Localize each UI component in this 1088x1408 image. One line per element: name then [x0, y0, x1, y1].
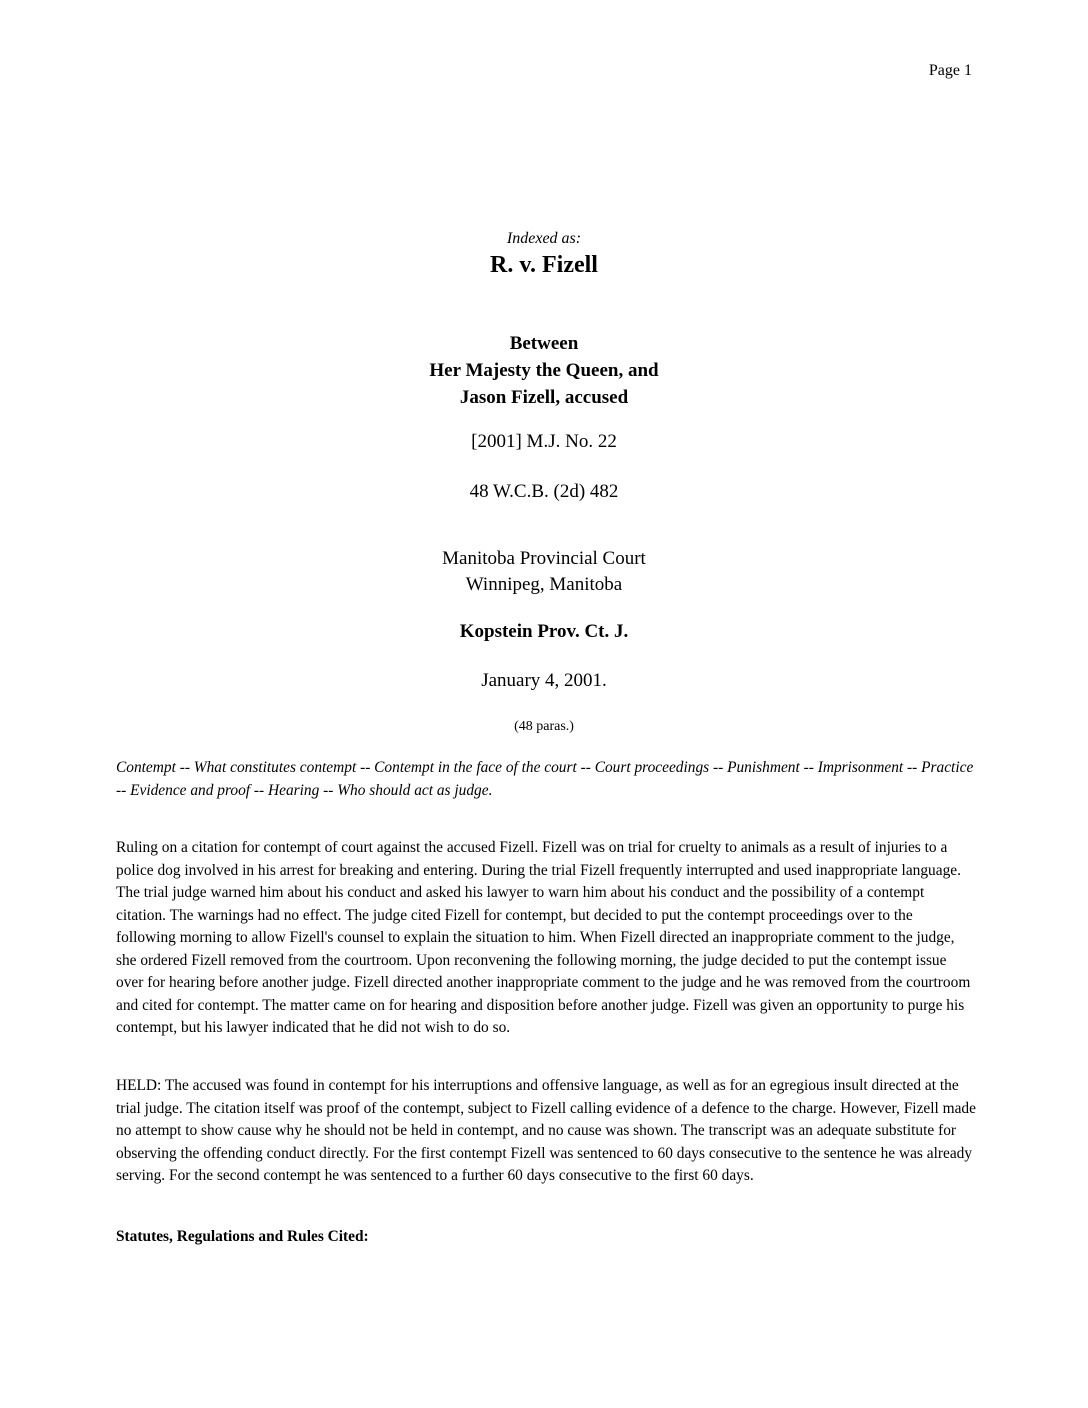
party-accused: Jason Fizell, accused [459, 387, 629, 408]
held-paragraph: HELD: The accused was found in contempt for his interruptions and offensive language, as well as for an egregious insult directed at the trial judge. The citation itself was proof of the contempt, subject to Fizell calling evidence of a defence to the charge. However, Fizell made no attempt to show cause why he should not be held in contempt, and no cause was shown. The transcript was an adequate substitute for observing the offending conduct directly. For the first contempt Fizell was sentenced to 60 days consecutive to the sentence he was already serving. For the second contempt he was sentenced to a further 60 days consecutive to the first 60 days. [116, 1077, 976, 1184]
catchwords: Contempt -- What constitutes contempt -- Contempt in the face of the court -- Court proceedings -- Punishment -- Imprisonment -- Practice -- Evidence and proof -- Hearing -- Who should act as judge. [116, 759, 974, 799]
parties-block [0, 330, 1088, 411]
party-crown: Her Majesty the Queen, and [429, 360, 659, 381]
statutes-heading: Statutes, Regulations and Rules Cited: [116, 1228, 369, 1245]
judge-name: Kopstein Prov. Ct. J. [459, 621, 629, 642]
court-name: Manitoba Provincial Court [442, 548, 646, 569]
case-title: R. v. Fizell [490, 252, 598, 278]
citation-mj: [2001] M.J. No. 22 [471, 431, 617, 452]
between-label: Between [509, 333, 579, 354]
indexed-as-label: Indexed as: [506, 230, 582, 247]
court-location: Winnipeg, Manitoba [465, 574, 623, 595]
court-block [0, 546, 1088, 598]
decision-date: January 4, 2001. [481, 670, 607, 691]
citation-wcb: 48 W.C.B. (2d) 482 [469, 481, 619, 502]
page-number: Page 1 [928, 62, 972, 79]
case-summary: Ruling on a citation for contempt of court against the accused Fizell. Fizell was on trial for cruelty to animals as a result of injuries to a police dog involved in his arrest for breaking and entering. During the trial Fizell frequently interrupted and used inappropriate language. The trial judge warned him about his conduct and asked his lawyer to warn him about his conduct and the possibility of a contempt citation. The warnings had no effect. The judge cited Fizell for contempt, but decided to put the contempt proceedings over to the following morning to allow Fizell's counsel to explain the situation to him. When Fizell directed an inappropriate comment to the judge, she ordered Fizell removed from the courtroom. Upon reconvening the following morning, the judge decided to put the contempt issue over for hearing before another judge. Fizell directed another inappropriate comment to the judge and he was removed from the courtroom and cited for contempt. The matter came on for hearing and disposition before another judge. Fizell was given an opportunity to purge his contempt, but his lawyer indicated that he did not wish to do so. [116, 839, 971, 1036]
paragraph-count: (48 paras.) [514, 719, 574, 734]
